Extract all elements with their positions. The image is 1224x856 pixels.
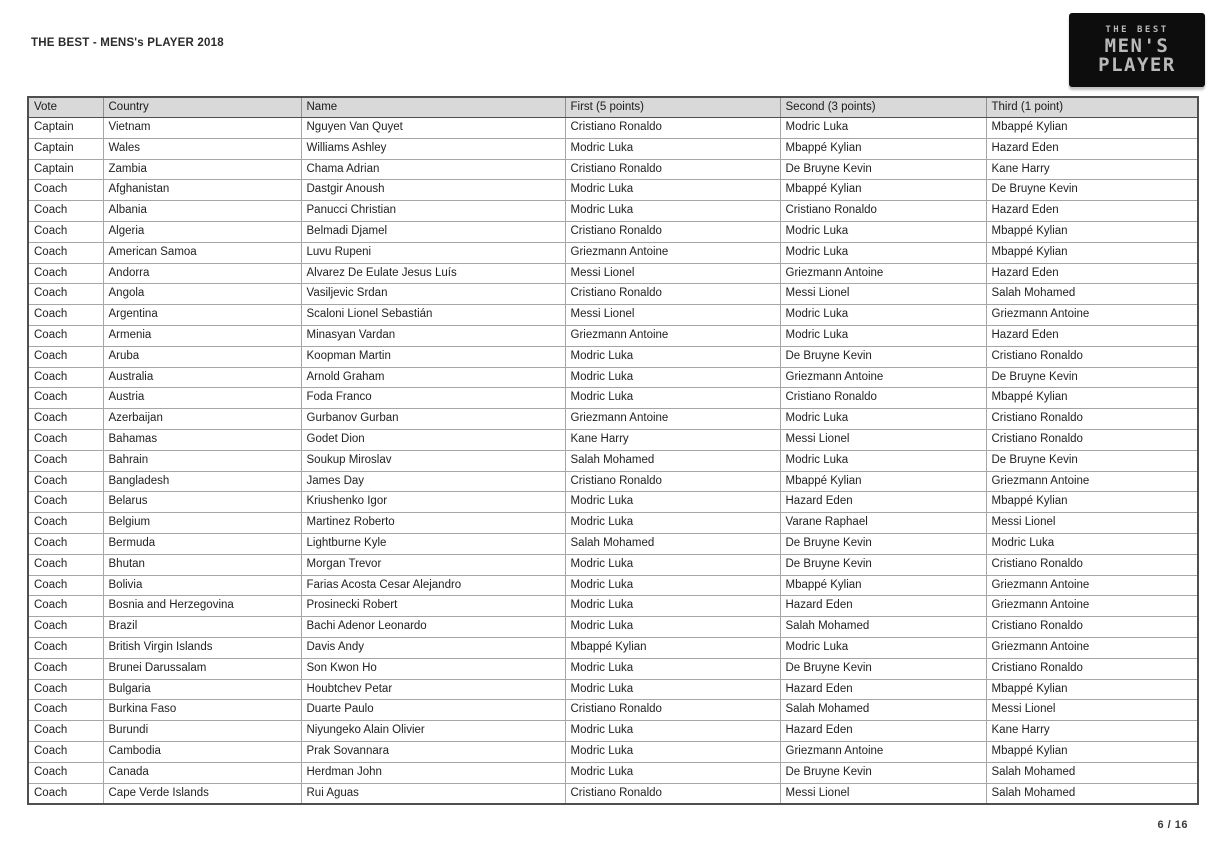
- table-row: [28, 700, 1198, 721]
- votes-table-body: [28, 118, 1198, 805]
- table-row: [28, 242, 1198, 263]
- table-cell: Modric Luka: [565, 762, 780, 783]
- table-cell: Coach: [28, 596, 103, 617]
- table-cell: Bermuda: [103, 533, 301, 554]
- table-cell: Cristiano Ronaldo: [565, 284, 780, 305]
- table-cell: Cristiano Ronaldo: [986, 409, 1198, 430]
- table-row: [28, 596, 1198, 617]
- table-row: [28, 513, 1198, 534]
- table-cell: Mbappé Kylian: [986, 242, 1198, 263]
- table-cell: Coach: [28, 346, 103, 367]
- table-cell: Coach: [28, 325, 103, 346]
- table-cell: Mbappé Kylian: [780, 138, 986, 159]
- table-cell: Modric Luka: [565, 721, 780, 742]
- table-cell: De Bruyne Kevin: [780, 159, 986, 180]
- table-cell: Bhutan: [103, 554, 301, 575]
- table-row: [28, 533, 1198, 554]
- table-cell: De Bruyne Kevin: [780, 346, 986, 367]
- table-cell: Messi Lionel: [986, 700, 1198, 721]
- table-cell: British Virgin Islands: [103, 637, 301, 658]
- table-cell: Modric Luka: [565, 596, 780, 617]
- table-cell: Messi Lionel: [780, 429, 986, 450]
- table-row: [28, 221, 1198, 242]
- table-cell: Coach: [28, 637, 103, 658]
- table-cell: Modric Luka: [565, 388, 780, 409]
- logo-top-line: THE BEST: [1105, 24, 1169, 35]
- table-cell: Modric Luka: [565, 513, 780, 534]
- table-cell: Modric Luka: [780, 305, 986, 326]
- table-row: [28, 367, 1198, 388]
- table-cell: Hazard Eden: [780, 596, 986, 617]
- table-row: [28, 637, 1198, 658]
- table-cell: Modric Luka: [565, 575, 780, 596]
- votes-table-container: [27, 96, 1197, 805]
- table-row: [28, 679, 1198, 700]
- table-cell: Cristiano Ronaldo: [565, 118, 780, 139]
- table-cell: De Bruyne Kevin: [780, 554, 986, 575]
- table-row: [28, 658, 1198, 679]
- table-cell: Cambodia: [103, 741, 301, 762]
- table-cell: Hazard Eden: [986, 325, 1198, 346]
- table-cell: Modric Luka: [565, 201, 780, 222]
- table-cell: Cristiano Ronaldo: [986, 346, 1198, 367]
- table-cell: Minasyan Vardan: [301, 325, 565, 346]
- table-cell: Hazard Eden: [780, 679, 986, 700]
- table-cell: Zambia: [103, 159, 301, 180]
- table-cell: Koopman Martin: [301, 346, 565, 367]
- table-cell: Morgan Trevor: [301, 554, 565, 575]
- table-cell: Griezmann Antoine: [565, 242, 780, 263]
- table-cell: Varane Raphael: [780, 513, 986, 534]
- table-cell: Coach: [28, 721, 103, 742]
- table-cell: Coach: [28, 409, 103, 430]
- table-cell: Brunei Darussalam: [103, 658, 301, 679]
- table-cell: Modric Luka: [565, 658, 780, 679]
- table-cell: Kane Harry: [986, 721, 1198, 742]
- table-cell: Cristiano Ronaldo: [986, 429, 1198, 450]
- table-cell: Mbappé Kylian: [986, 492, 1198, 513]
- table-cell: Belgium: [103, 513, 301, 534]
- table-cell: Coach: [28, 679, 103, 700]
- table-row: [28, 783, 1198, 804]
- table-cell: Mbappé Kylian: [986, 118, 1198, 139]
- table-cell: Scaloni Lionel Sebastián: [301, 305, 565, 326]
- table-cell: Griezmann Antoine: [565, 409, 780, 430]
- table-cell: Mbappé Kylian: [780, 575, 986, 596]
- table-cell: Cristiano Ronaldo: [565, 471, 780, 492]
- table-cell: Andorra: [103, 263, 301, 284]
- table-cell: American Samoa: [103, 242, 301, 263]
- table-cell: Hazard Eden: [780, 721, 986, 742]
- table-cell: Angola: [103, 284, 301, 305]
- table-row: [28, 201, 1198, 222]
- table-cell: Coach: [28, 554, 103, 575]
- table-cell: Aruba: [103, 346, 301, 367]
- table-cell: Messi Lionel: [986, 513, 1198, 534]
- table-cell: De Bruyne Kevin: [986, 367, 1198, 388]
- table-cell: Captain: [28, 118, 103, 139]
- header-name: Name: [301, 97, 565, 118]
- table-cell: Houbtchev Petar: [301, 679, 565, 700]
- table-cell: Messi Lionel: [780, 284, 986, 305]
- table-cell: Modric Luka: [780, 450, 986, 471]
- table-cell: Martinez Roberto: [301, 513, 565, 534]
- table-cell: Cristiano Ronaldo: [565, 700, 780, 721]
- table-cell: Mbappé Kylian: [986, 221, 1198, 242]
- table-cell: Griezmann Antoine: [780, 367, 986, 388]
- table-cell: Modric Luka: [565, 554, 780, 575]
- table-cell: Modric Luka: [780, 409, 986, 430]
- table-cell: Coach: [28, 180, 103, 201]
- table-row: [28, 617, 1198, 638]
- table-cell: Coach: [28, 263, 103, 284]
- table-cell: Gurbanov Gurban: [301, 409, 565, 430]
- table-cell: Griezmann Antoine: [986, 575, 1198, 596]
- table-cell: Cristiano Ronaldo: [780, 388, 986, 409]
- table-cell: Modric Luka: [565, 367, 780, 388]
- table-cell: Rui Aguas: [301, 783, 565, 804]
- table-header-row: [28, 97, 1198, 118]
- table-cell: Coach: [28, 762, 103, 783]
- table-cell: Bachi Adenor Leonardo: [301, 617, 565, 638]
- table-cell: Mbappé Kylian: [780, 180, 986, 201]
- table-cell: Salah Mohamed: [780, 700, 986, 721]
- table-cell: Modric Luka: [780, 325, 986, 346]
- table-cell: Captain: [28, 138, 103, 159]
- table-cell: Salah Mohamed: [565, 450, 780, 471]
- table-cell: Williams Ashley: [301, 138, 565, 159]
- table-cell: Coach: [28, 533, 103, 554]
- table-cell: Chama Adrian: [301, 159, 565, 180]
- table-cell: Nguyen Van Quyet: [301, 118, 565, 139]
- table-cell: Griezmann Antoine: [986, 596, 1198, 617]
- table-row: [28, 450, 1198, 471]
- table-cell: Hazard Eden: [986, 263, 1198, 284]
- page-title: THE BEST - MENS's PLAYER 2018: [31, 37, 224, 49]
- table-row: [28, 575, 1198, 596]
- table-cell: Coach: [28, 471, 103, 492]
- header-second: Second (3 points): [780, 97, 986, 118]
- table-cell: Belarus: [103, 492, 301, 513]
- table-cell: Bahamas: [103, 429, 301, 450]
- table-cell: Modric Luka: [565, 180, 780, 201]
- table-cell: De Bruyne Kevin: [780, 658, 986, 679]
- table-cell: Bahrain: [103, 450, 301, 471]
- table-cell: Modric Luka: [986, 533, 1198, 554]
- table-cell: Soukup Miroslav: [301, 450, 565, 471]
- table-cell: Kane Harry: [565, 429, 780, 450]
- table-cell: Salah Mohamed: [986, 783, 1198, 804]
- table-cell: Salah Mohamed: [780, 617, 986, 638]
- table-row: [28, 159, 1198, 180]
- table-cell: Son Kwon Ho: [301, 658, 565, 679]
- table-cell: Lightburne Kyle: [301, 533, 565, 554]
- table-cell: Cristiano Ronaldo: [986, 554, 1198, 575]
- table-cell: Mbappé Kylian: [565, 637, 780, 658]
- table-cell: Salah Mohamed: [565, 533, 780, 554]
- table-cell: Foda Franco: [301, 388, 565, 409]
- table-cell: Panucci Christian: [301, 201, 565, 222]
- header-country: Country: [103, 97, 301, 118]
- table-cell: Messi Lionel: [780, 783, 986, 804]
- table-cell: Coach: [28, 492, 103, 513]
- table-row: [28, 180, 1198, 201]
- table-row: [28, 409, 1198, 430]
- table-cell: Mbappé Kylian: [986, 388, 1198, 409]
- table-row: [28, 138, 1198, 159]
- table-cell: Mbappé Kylian: [986, 741, 1198, 762]
- header-third: Third (1 point): [986, 97, 1198, 118]
- table-row: [28, 346, 1198, 367]
- votes-table: [27, 96, 1199, 805]
- table-cell: Dastgir Anoush: [301, 180, 565, 201]
- table-cell: Arnold Graham: [301, 367, 565, 388]
- the-best-mens-player-logo: [1069, 13, 1205, 87]
- table-row: [28, 471, 1198, 492]
- table-cell: Cristiano Ronaldo: [986, 658, 1198, 679]
- table-row: [28, 263, 1198, 284]
- table-cell: Prak Sovannara: [301, 741, 565, 762]
- table-cell: Austria: [103, 388, 301, 409]
- table-cell: Niyungeko Alain Olivier: [301, 721, 565, 742]
- table-cell: De Bruyne Kevin: [780, 533, 986, 554]
- table-cell: Modric Luka: [565, 138, 780, 159]
- table-cell: Canada: [103, 762, 301, 783]
- table-cell: Belmadi Djamel: [301, 221, 565, 242]
- table-cell: Griezmann Antoine: [780, 263, 986, 284]
- table-cell: Salah Mohamed: [986, 762, 1198, 783]
- table-cell: Coach: [28, 575, 103, 596]
- table-row: [28, 741, 1198, 762]
- table-cell: Hazard Eden: [780, 492, 986, 513]
- table-cell: Azerbaijan: [103, 409, 301, 430]
- table-row: [28, 554, 1198, 575]
- table-cell: Coach: [28, 617, 103, 638]
- table-row: [28, 721, 1198, 742]
- table-row: [28, 325, 1198, 346]
- table-cell: Coach: [28, 284, 103, 305]
- table-cell: Mbappé Kylian: [986, 679, 1198, 700]
- table-row: [28, 305, 1198, 326]
- table-cell: Modric Luka: [565, 617, 780, 638]
- table-cell: Mbappé Kylian: [780, 471, 986, 492]
- table-cell: Armenia: [103, 325, 301, 346]
- table-row: [28, 492, 1198, 513]
- table-cell: Australia: [103, 367, 301, 388]
- table-cell: Brazil: [103, 617, 301, 638]
- table-cell: Hazard Eden: [986, 138, 1198, 159]
- table-cell: De Bruyne Kevin: [986, 450, 1198, 471]
- table-cell: Bolivia: [103, 575, 301, 596]
- table-cell: Captain: [28, 159, 103, 180]
- table-cell: Griezmann Antoine: [780, 741, 986, 762]
- table-cell: Godet Dion: [301, 429, 565, 450]
- table-cell: Afghanistan: [103, 180, 301, 201]
- table-cell: De Bruyne Kevin: [780, 762, 986, 783]
- table-row: [28, 118, 1198, 139]
- table-row: [28, 762, 1198, 783]
- table-row: [28, 429, 1198, 450]
- table-cell: Coach: [28, 201, 103, 222]
- table-cell: Coach: [28, 783, 103, 804]
- table-cell: De Bruyne Kevin: [986, 180, 1198, 201]
- table-cell: Kriushenko Igor: [301, 492, 565, 513]
- table-cell: Alvarez De Eulate Jesus Luís: [301, 263, 565, 284]
- table-cell: Argentina: [103, 305, 301, 326]
- table-cell: Modric Luka: [780, 242, 986, 263]
- table-cell: Modric Luka: [780, 221, 986, 242]
- table-cell: Coach: [28, 429, 103, 450]
- table-cell: Coach: [28, 242, 103, 263]
- table-cell: Cristiano Ronaldo: [986, 617, 1198, 638]
- table-cell: Herdman John: [301, 762, 565, 783]
- table-cell: Luvu Rupeni: [301, 242, 565, 263]
- table-cell: Coach: [28, 450, 103, 471]
- table-cell: Coach: [28, 741, 103, 762]
- table-cell: Vasiljevic Srdan: [301, 284, 565, 305]
- table-cell: Modric Luka: [780, 637, 986, 658]
- logo-line-player: PLAYER: [1098, 54, 1176, 76]
- table-cell: Vietnam: [103, 118, 301, 139]
- table-cell: Modric Luka: [565, 679, 780, 700]
- header-vote: Vote: [28, 97, 103, 118]
- table-cell: Prosinecki Robert: [301, 596, 565, 617]
- table-cell: Coach: [28, 221, 103, 242]
- table-cell: Coach: [28, 658, 103, 679]
- table-cell: Coach: [28, 700, 103, 721]
- table-cell: Cristiano Ronaldo: [780, 201, 986, 222]
- table-cell: Griezmann Antoine: [986, 471, 1198, 492]
- table-cell: James Day: [301, 471, 565, 492]
- table-cell: Coach: [28, 513, 103, 534]
- header-first: First (5 points): [565, 97, 780, 118]
- table-cell: Griezmann Antoine: [986, 305, 1198, 326]
- table-cell: Bangladesh: [103, 471, 301, 492]
- table-cell: Salah Mohamed: [986, 284, 1198, 305]
- table-cell: Algeria: [103, 221, 301, 242]
- table-cell: Wales: [103, 138, 301, 159]
- table-cell: Modric Luka: [565, 346, 780, 367]
- table-cell: Cristiano Ronaldo: [565, 159, 780, 180]
- table-cell: Bulgaria: [103, 679, 301, 700]
- table-cell: Modric Luka: [780, 118, 986, 139]
- table-cell: Cristiano Ronaldo: [565, 221, 780, 242]
- table-cell: Albania: [103, 201, 301, 222]
- table-cell: Hazard Eden: [986, 201, 1198, 222]
- table-cell: Coach: [28, 367, 103, 388]
- table-cell: Farias Acosta Cesar Alejandro: [301, 575, 565, 596]
- table-cell: Burundi: [103, 721, 301, 742]
- table-cell: Davis Andy: [301, 637, 565, 658]
- table-cell: Duarte Paulo: [301, 700, 565, 721]
- table-cell: Griezmann Antoine: [565, 325, 780, 346]
- table-cell: Cristiano Ronaldo: [565, 783, 780, 804]
- table-cell: Burkina Faso: [103, 700, 301, 721]
- table-row: [28, 284, 1198, 305]
- logo-line-mens: MEN'S: [1104, 34, 1170, 57]
- table-row: [28, 388, 1198, 409]
- table-cell: Messi Lionel: [565, 305, 780, 326]
- table-cell: Coach: [28, 305, 103, 326]
- table-cell: Modric Luka: [565, 492, 780, 513]
- page-number: 6 / 16: [1157, 819, 1188, 831]
- table-cell: Coach: [28, 388, 103, 409]
- table-cell: Kane Harry: [986, 159, 1198, 180]
- table-cell: Griezmann Antoine: [986, 637, 1198, 658]
- table-cell: Messi Lionel: [565, 263, 780, 284]
- table-cell: Cape Verde Islands: [103, 783, 301, 804]
- table-cell: Modric Luka: [565, 741, 780, 762]
- table-cell: Bosnia and Herzegovina: [103, 596, 301, 617]
